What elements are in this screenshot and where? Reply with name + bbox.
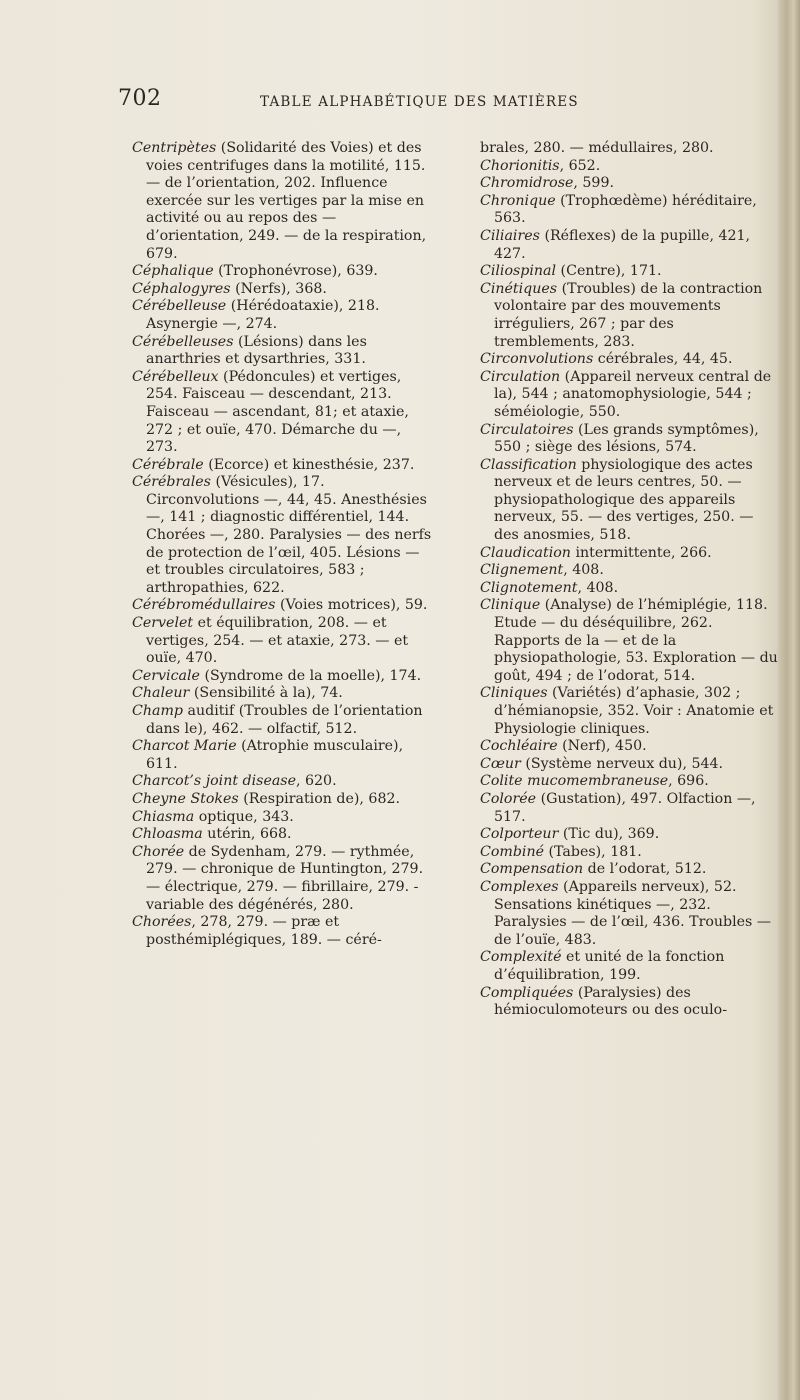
index-entry: [480, 879, 780, 949]
index-references: (Appareil nerveux central de la), 544 ; anatomophysiologie, 544 ; séméiologie, 550.: [494, 368, 772, 420]
index-references: auditif (Troubles de l’orientation dans le), 462. — olfactif, 512.: [146, 703, 423, 737]
index-references: (Nerfs), 368.: [230, 280, 327, 297]
index-term: Cœur: [480, 755, 521, 772]
index-references: de l’odorat, 512.: [583, 861, 707, 878]
index-term: Classification: [480, 456, 577, 473]
index-references: cérébrales, 44, 45.: [593, 351, 733, 368]
index-references: (Les grands symptômes), 550 ; siège des lésions, 574.: [494, 421, 759, 456]
index-term: Cérébelleuses: [132, 333, 234, 350]
index-term: Céphalogyres: [132, 280, 231, 297]
index-references: (Tic du), 369.: [558, 826, 660, 843]
index-entry: [132, 298, 432, 333]
index-references: (Centre), 171.: [556, 263, 662, 280]
index-references: , 696.: [668, 773, 709, 790]
index-entry: [480, 597, 780, 685]
index-entry: [480, 175, 780, 193]
index-term: Cervicale: [132, 667, 200, 684]
index-references: (Hérédoataxie), 218. Asynergie —, 274.: [146, 298, 380, 332]
index-term: Chorionitis: [480, 157, 560, 174]
index-entry: [480, 738, 780, 756]
index-term: Clignotement: [480, 579, 578, 596]
index-references: (Tabes), 181.: [544, 843, 642, 860]
index-entry: [132, 615, 432, 668]
index-references: (Système nerveux du), 544.: [520, 755, 724, 772]
index-references: brales, 280. — médullaires, 280.: [480, 140, 714, 156]
index-references: et unité de la fonction d’équilibration, 199.: [494, 949, 725, 983]
index-references: (Trophœdème) héréditaire, 563.: [494, 192, 757, 227]
index-entry: [480, 457, 780, 545]
index-entry: [132, 668, 432, 686]
running-title: TABLE ALPHABÉTIQUE DES MATIÈRES: [260, 94, 579, 110]
index-term: Chromidrose: [480, 175, 574, 192]
index-entry: [132, 773, 432, 791]
index-entry: [480, 228, 780, 263]
index-term: Cheyne Stokes: [132, 790, 239, 807]
index-term: Chorées: [132, 914, 192, 931]
index-entry: [480, 140, 780, 158]
index-entry: [132, 597, 432, 615]
index-entry: [480, 844, 780, 862]
index-term: Circulation: [480, 368, 561, 385]
index-term: Compliquées: [480, 984, 574, 1001]
index-entry: [132, 457, 432, 475]
index-entry: [480, 861, 780, 879]
index-term: Circulatoires: [480, 421, 574, 438]
index-term: Circonvolutions: [480, 351, 594, 368]
index-entry: [132, 844, 432, 914]
index-entry: [132, 334, 432, 369]
index-term: Chiasma: [132, 808, 195, 825]
index-entry: [132, 738, 432, 773]
index-term: Charcot’s joint disease: [132, 773, 296, 790]
index-entry: [480, 773, 780, 791]
index-references: (Voies motrices), 59.: [275, 597, 428, 614]
index-references: (Trophonévrose), 639.: [213, 263, 378, 280]
index-references: (Ecorce) et kinesthésie, 237.: [203, 456, 415, 473]
index-term: Centripètes: [132, 140, 217, 156]
index-entry: [480, 369, 780, 422]
index-references: (Vésicules), 17. Circonvolutions —, 44, 45. Anesthésies —, 141 ; diagnostic différentiel, 144. Chorées —, 280. Paralysies — des nerfs de protection de l’œil, 405. Lésions — et troubles circulatoires, 583 ; arthropathies, 622.: [146, 474, 432, 596]
left-column: [132, 140, 432, 949]
page-number: 702: [118, 86, 162, 111]
index-references: de Sydenham, 279. — rythmée, 279. — chronique de Huntington, 279. — électrique, 279. — fibrillaire, 279. - variable des dégénérés, 280.: [146, 843, 424, 913]
index-term: Claudication: [480, 544, 571, 561]
index-term: Céphalique: [132, 263, 214, 280]
index-references: (Analyse) de l’hémiplégie, 118. Etude — du déséquilibre, 262. Rapports de la — et de la physiopathologie, 53. Exploration — du goût, 494 ; de l’odorat, 514.: [494, 597, 778, 684]
index-references: optique, 343.: [194, 808, 294, 825]
index-entry: [132, 826, 432, 844]
index-term: Compensation: [480, 861, 584, 878]
index-term: Colporteur: [480, 826, 559, 843]
page-header: [118, 86, 758, 126]
index-references: , 620.: [295, 773, 337, 790]
index-entry: [132, 369, 432, 457]
index-references: et équilibration, 208. — et vertiges, 254. — et ataxie, 273. — et ouïe, 470.: [146, 615, 409, 667]
index-entry: [480, 263, 780, 281]
index-term: Colite mucomembraneuse: [480, 773, 669, 790]
index-references: (Gustation), 497. Olfaction —, 517.: [494, 790, 756, 825]
index-references: (Appareils nerveux), 52. Sensations kinétiques —, 232. Paralysies — de l’œil, 436. Troubles — de l’ouïe, 483.: [494, 878, 772, 948]
index-term: Clignement: [480, 562, 564, 579]
index-entry: [480, 545, 780, 563]
index-entry: [480, 281, 780, 351]
index-term: Ciliospinal: [480, 263, 557, 280]
index-term: Cérébrales: [132, 474, 211, 491]
index-term: Complexité: [480, 949, 562, 966]
index-term: Cérébelleuse: [132, 298, 227, 315]
index-entry: [480, 562, 780, 580]
index-references: , 599.: [573, 175, 614, 192]
index-entry: [480, 351, 780, 369]
page-edge: [778, 0, 800, 1400]
index-term: Chorée: [132, 843, 185, 860]
index-entry: [480, 193, 780, 228]
index-entry: [480, 756, 780, 774]
index-references: utérin, 668.: [202, 826, 292, 843]
index-references: , 652.: [559, 157, 601, 174]
index-references: (Troubles) de la contraction volontaire par des mouvements irréguliers, 267 ; par des tremblements, 283.: [494, 280, 763, 350]
index-term: Clinique: [480, 597, 541, 614]
index-entry: [132, 281, 432, 299]
index-entry: [132, 140, 432, 263]
index-entry: [480, 422, 780, 457]
index-entry: [480, 949, 780, 984]
index-entry: [132, 914, 432, 949]
index-references: (Atrophie musculaire), 611.: [146, 738, 404, 772]
index-entry: [132, 791, 432, 809]
index-references: intermittente, 266.: [570, 544, 712, 561]
right-column: [480, 140, 780, 1020]
index-entry: [132, 685, 432, 703]
index-entry: [132, 703, 432, 738]
index-entry: [480, 685, 780, 738]
index-term: Cérébromédullaires: [132, 597, 276, 614]
index-references: , 278, 279. — præ et posthémiplégiques, 189. — céré-: [146, 914, 382, 948]
index-references: (Solidarité des Voies) et des voies centrifuges dans la motilité, 115. — de l’orientation, 202. Influence exercée sur les vertiges par la mise en activité ou au repos des — d’orientation, 249. — de la respiration, 679.: [146, 140, 427, 262]
index-entry: [132, 263, 432, 281]
index-references: (Réflexes) de la pupille, 421, 427.: [494, 227, 751, 262]
index-term: Colorée: [480, 790, 537, 807]
index-entry: [480, 791, 780, 826]
index-term: Chloasma: [132, 826, 203, 843]
index-term: Cérébrale: [132, 456, 204, 473]
index-term: Chronique: [480, 192, 556, 209]
index-term: Complexes: [480, 878, 559, 895]
index-term: Cochléaire: [480, 738, 558, 755]
index-references: (Variétés) d’aphasie, 302 ; d’hémianopsie, 352. Voir : Anatomie et Physiologie cliniques.: [494, 685, 774, 737]
index-references: (Nerf), 450.: [557, 738, 647, 755]
index-entry: [480, 985, 780, 1020]
index-term: Combiné: [480, 843, 545, 860]
index-entry: [480, 158, 780, 176]
index-term: Cliniques: [480, 685, 548, 702]
index-references: , 408.: [577, 579, 619, 596]
index-term: Ciliaires: [480, 227, 540, 244]
index-entry: [480, 826, 780, 844]
index-references: (Syndrome de la moelle), 174.: [199, 667, 422, 684]
index-entry: [132, 809, 432, 827]
index-references: (Lésions) dans les anarthries et dysarthries, 331.: [146, 333, 367, 368]
index-references: , 408.: [563, 562, 604, 579]
index-references: physiologique des actes nerveux et de leurs centres, 50. — physiopathologique des appareils nerveux, 55. — des vertiges, 250. — des anosmies, 518.: [494, 456, 754, 544]
index-entry: [132, 474, 432, 597]
index-term: Champ: [132, 703, 183, 719]
index-term: Chaleur: [132, 685, 190, 702]
index-term: Charcot Marie: [132, 738, 237, 755]
index-term: Cinétiques: [480, 280, 558, 297]
index-term: Cérébelleux: [132, 368, 219, 385]
index-term: Cervelet: [132, 615, 194, 632]
index-references: (Sensibilité à la), 74.: [189, 685, 343, 702]
index-references: (Paralysies) des hémioculomoteurs ou des oculo-: [494, 984, 727, 1019]
index-references: (Respiration de), 682.: [238, 790, 401, 807]
index-references: (Pédoncules) et vertiges, 254. Faisceau — descendant, 213. Faisceau — ascendant, 81; et ataxie, 272 ; et ouïe, 470. Démarche du —, 273.: [146, 368, 409, 456]
index-entry: [480, 580, 780, 598]
